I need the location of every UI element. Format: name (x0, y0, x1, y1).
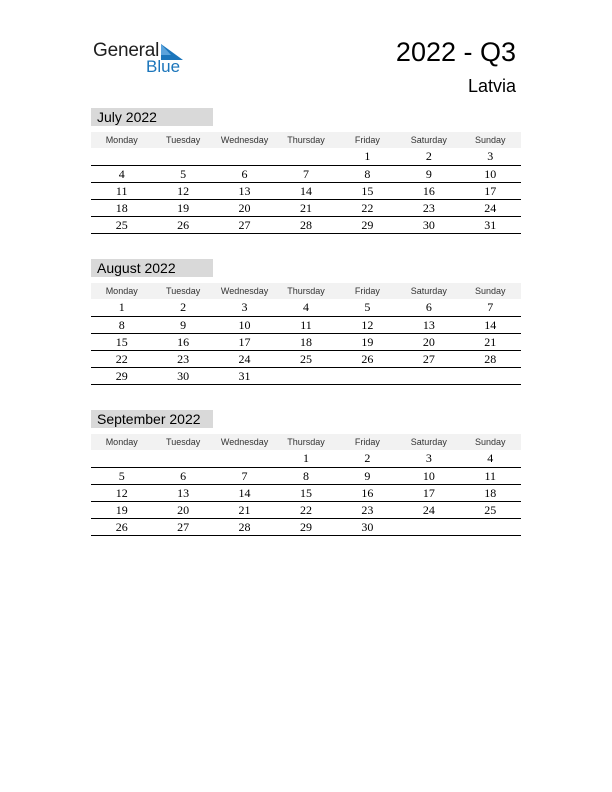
day-cell: 9 (364, 469, 371, 483)
day-cell: 20 (238, 201, 251, 215)
day-cell: 7 (241, 469, 248, 483)
week-row (91, 299, 521, 317)
day-cell: 21 (299, 201, 312, 215)
day-cell: 20 (422, 335, 435, 349)
day-cell: 31 (238, 369, 251, 383)
day-cell: 3 (241, 300, 248, 314)
day-cell: 18 (299, 335, 312, 349)
day-cell: 21 (484, 335, 497, 349)
day-cell (337, 368, 398, 384)
week-row (91, 502, 521, 519)
month-calendar-september (91, 410, 521, 536)
day-cell: 25 (484, 503, 497, 517)
day-cell: 3 (425, 451, 432, 465)
day-cell: 14 (484, 318, 497, 332)
day-cell: 29 (299, 520, 312, 534)
day-cell: 31 (484, 218, 497, 232)
weekday-label: Friday (354, 286, 380, 296)
day-cell: 13 (422, 318, 435, 332)
day-cell: 8 (118, 318, 125, 332)
weekday-label: Friday (354, 437, 380, 447)
day-cell: 8 (364, 167, 371, 181)
day-cell: 10 (238, 318, 251, 332)
day-cell: 28 (299, 218, 312, 232)
day-cell: 11 (300, 318, 312, 332)
day-cell: 9 (425, 167, 432, 181)
day-cell: 13 (238, 184, 251, 198)
day-cell: 5 (364, 300, 371, 314)
day-cell: 25 (299, 352, 312, 366)
week-row (91, 450, 521, 468)
day-cell: 11 (115, 184, 128, 198)
day-cell: 5 (180, 167, 187, 181)
day-cell: 23 (177, 352, 190, 366)
day-cell: 27 (238, 218, 251, 232)
day-cell: 23 (422, 201, 435, 215)
day-cell: 24 (422, 503, 435, 517)
day-cell (460, 368, 521, 384)
week-row (91, 468, 521, 485)
week-row (91, 351, 521, 368)
day-cell (214, 148, 275, 165)
day-cell: 20 (177, 503, 190, 517)
day-cell: 16 (422, 184, 435, 198)
day-cell: 26 (115, 520, 128, 534)
day-cell (398, 368, 459, 384)
day-cell: 24 (484, 201, 497, 215)
day-cell (152, 148, 213, 165)
country-name: Latvia (467, 76, 516, 96)
weekday-label: Friday (354, 135, 380, 145)
day-cell: 22 (115, 352, 128, 366)
day-cell (398, 519, 459, 535)
week-row (91, 368, 521, 385)
day-cell (91, 148, 152, 165)
week-row (91, 317, 521, 334)
week-row (91, 200, 521, 217)
day-cell: 28 (484, 352, 497, 366)
day-cell: 7 (302, 167, 309, 181)
weekday-label: Tuesday (166, 437, 201, 447)
weekday-label: Thursday (287, 135, 325, 145)
day-cell (460, 519, 521, 535)
weekday-label: Monday (105, 135, 138, 145)
day-cell: 10 (484, 167, 497, 181)
week-row (91, 519, 521, 536)
day-cell: 1 (302, 451, 309, 465)
day-cell: 4 (302, 300, 309, 314)
day-cell (91, 450, 152, 467)
week-row (91, 148, 521, 166)
day-cell: 6 (241, 167, 248, 181)
weekday-label: Saturday (410, 135, 447, 145)
day-cell: 11 (484, 469, 497, 483)
day-cell: 17 (238, 335, 251, 349)
weekday-label: Saturday (410, 286, 447, 296)
weekday-label: Thursday (287, 286, 325, 296)
month-title: September 2022 (91, 410, 213, 428)
day-cell: 4 (487, 451, 494, 465)
day-cell: 6 (180, 469, 187, 483)
weekday-label: Tuesday (166, 286, 201, 296)
weekday-label: Saturday (410, 437, 447, 447)
week-row (91, 485, 521, 502)
day-cell: 29 (115, 369, 128, 383)
day-cell: 8 (302, 469, 309, 483)
weekday-label: Wednesday (220, 286, 269, 296)
weekday-label: Sunday (474, 135, 506, 145)
day-cell: 30 (361, 520, 374, 534)
day-cell: 15 (361, 184, 374, 198)
day-cell: 18 (115, 201, 128, 215)
day-cell: 19 (361, 335, 374, 349)
day-cell: 10 (422, 469, 435, 483)
day-cell: 7 (487, 300, 494, 314)
day-cell: 5 (118, 469, 125, 483)
weekday-label: Wednesday (220, 135, 269, 145)
day-cell: 23 (361, 503, 374, 517)
day-cell (152, 450, 213, 467)
day-cell: 19 (115, 503, 128, 517)
month-title: July 2022 (91, 108, 213, 126)
day-cell: 17 (484, 184, 497, 198)
day-cell: 27 (422, 352, 435, 366)
day-cell: 13 (177, 486, 190, 500)
day-cell: 29 (361, 218, 374, 232)
week-row (91, 217, 521, 234)
day-cell: 2 (364, 451, 371, 465)
weekday-header-row (91, 434, 521, 450)
day-cell: 15 (115, 335, 128, 349)
day-cell (275, 368, 336, 384)
day-cell (214, 450, 275, 467)
logo-word-general: General (93, 40, 160, 61)
month-calendar-july (91, 108, 521, 234)
day-cell: 14 (238, 486, 251, 500)
day-cell: 30 (177, 369, 190, 383)
week-row (91, 334, 521, 351)
day-cell: 28 (238, 520, 251, 534)
day-cell: 24 (238, 352, 251, 366)
day-cell: 4 (118, 167, 125, 181)
day-cell: 12 (361, 318, 374, 332)
weekday-header-row (91, 132, 521, 148)
weekday-label: Tuesday (166, 135, 201, 145)
day-cell: 3 (487, 149, 494, 163)
day-cell: 26 (361, 352, 374, 366)
day-cell: 17 (422, 486, 435, 500)
day-cell: 18 (484, 486, 497, 500)
day-cell: 12 (177, 184, 190, 198)
day-cell: 16 (361, 486, 374, 500)
week-row (91, 166, 521, 183)
day-cell: 2 (425, 149, 432, 163)
day-cell: 15 (299, 486, 312, 500)
day-cell: 1 (364, 149, 371, 163)
day-cell: 30 (422, 218, 435, 232)
weekday-label: Sunday (474, 286, 506, 296)
day-cell: 12 (115, 486, 128, 500)
day-cell: 2 (180, 300, 187, 314)
week-row (91, 183, 521, 200)
weekday-label: Thursday (287, 437, 325, 447)
logo-word-blue: Blue (146, 57, 181, 76)
day-cell: 14 (299, 184, 312, 198)
weekday-label: Monday (105, 286, 138, 296)
weekday-header-row (91, 283, 521, 299)
weekday-label: Wednesday (220, 437, 269, 447)
day-cell: 6 (425, 300, 432, 314)
weekday-label: Monday (105, 437, 138, 447)
day-cell: 1 (118, 300, 125, 314)
day-cell (275, 148, 336, 165)
day-cell: 9 (180, 318, 187, 332)
month-calendar-august (91, 259, 521, 385)
weekday-label: Sunday (474, 437, 506, 447)
day-cell: 16 (177, 335, 190, 349)
quarter-title: 2022 - Q3 (395, 37, 516, 67)
day-cell: 22 (299, 503, 312, 517)
day-cell: 22 (361, 201, 374, 215)
month-title: August 2022 (91, 259, 213, 277)
day-cell: 26 (177, 218, 190, 232)
generalblue-logo (93, 40, 193, 80)
day-cell: 19 (177, 201, 190, 215)
day-cell: 25 (115, 218, 128, 232)
day-cell: 21 (238, 503, 251, 517)
day-cell: 27 (177, 520, 190, 534)
